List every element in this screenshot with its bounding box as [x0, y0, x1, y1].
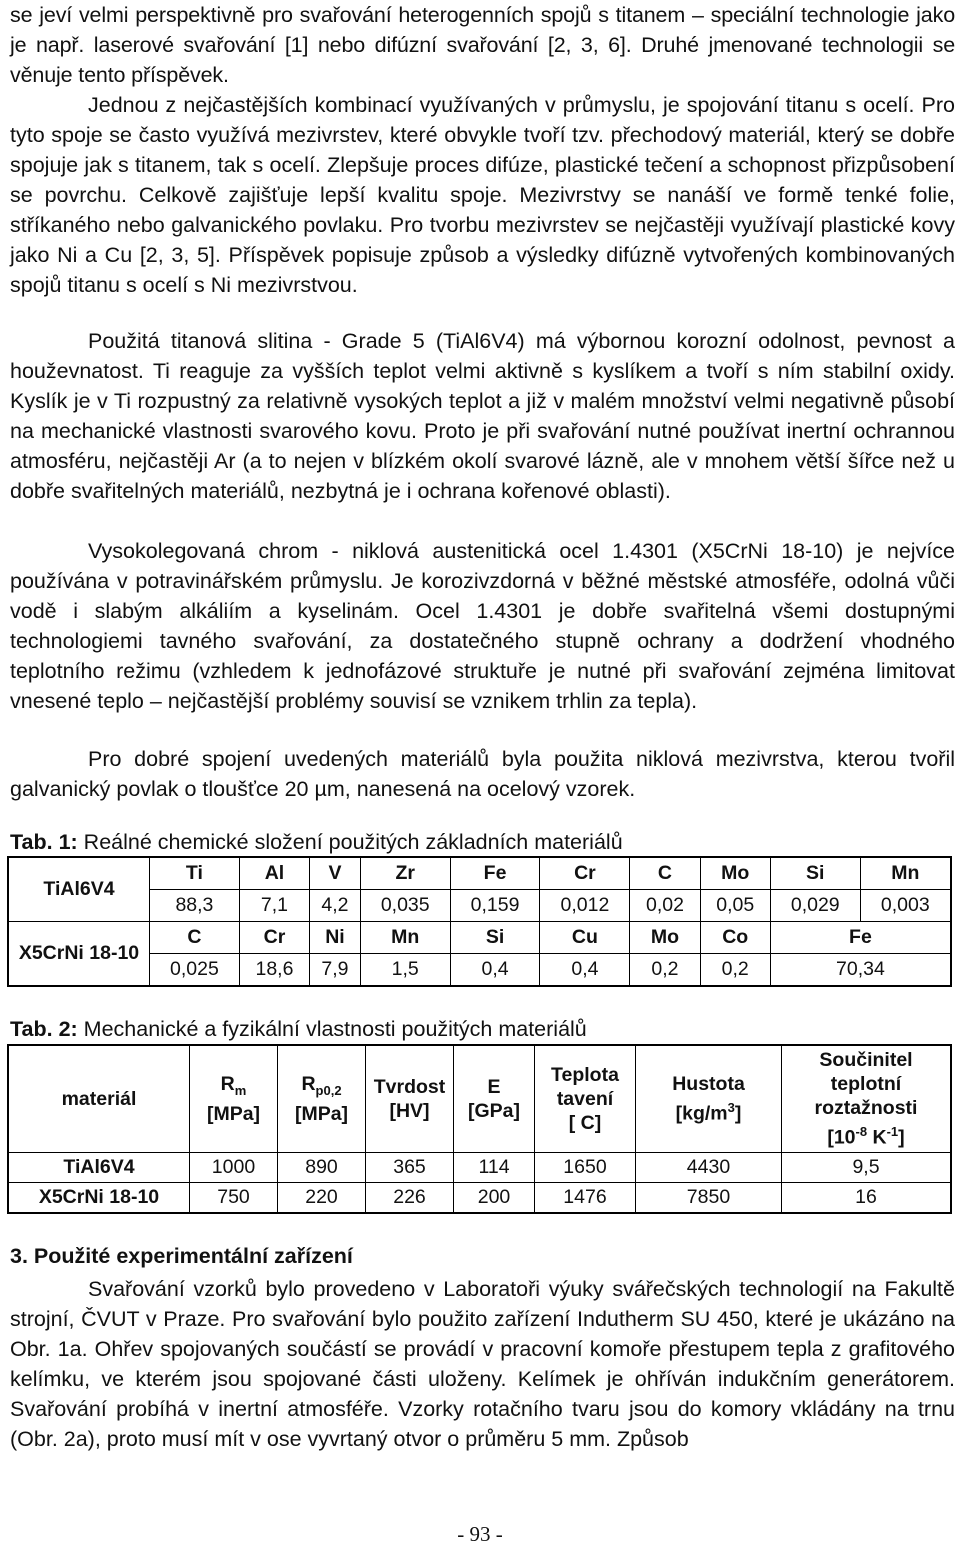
element-header: Mn: [360, 922, 450, 954]
property-value: 4430: [636, 1153, 782, 1183]
paragraph-titanium-steel: Jednou z nejčastějších kombinací využívaných v průmyslu, je spojování titanu s ocelí. Pro tyto spoje se často využívá mezivrstev, které obvykle tvoří tzv. přechodový materiál, který se dobře spojuje jak s titanem, tak s ocelí. Zlepšuje proces difúze, plastické tečení a schopnost přizpůsobení se povrchu. Celkově zajišťuje lepší kvalitu spoje. Mezivrstvy se nanáší ve formě tenké folie, stříkaného nebo galvanického povlaku. Pro tvorbu mezivrstev se nejčastěji využívají plastické kovy jako Ni a Cu [2, 3, 5]. Příspěvek popisuje způsob a výsledky difúzně vytvořených kombinovaných spojů titanu s ocelí s Ni mezivrstvou.: [10, 93, 955, 297]
property-value: 1650: [535, 1153, 636, 1183]
composition-value: 7,9: [310, 954, 361, 987]
property-value: 114: [454, 1153, 535, 1183]
composition-value: 0,029: [770, 890, 860, 922]
element-header: C: [630, 857, 700, 890]
paragraph-equipment: Svařování vzorků bylo provedeno v Laboratoři výuky svářečských technologií na Fakultě strojní, ČVUT v Praze. Pro svařování bylo použito zařízení Indutherm SU 450, které je ukázáno na Obr. 1a. Ohřev spojovaných součástí se provádí v pracovní komoře přestupem tepla z grafitového kelímku, ve kterém jsou spojované části uloženy. Kelímek je ohříván indukčním generátorem. Svařování probíhá v inertní atmosféře. Vzorky rotačního tvaru jsou do komory vkládány na trnu (Obr. 2a), proto musí mít v ose vyvrtaný otvor o průměru 5 mm. Způsob: [10, 1277, 955, 1451]
header-hardness: Tvrdost [HV]: [366, 1045, 454, 1153]
element-header: Fe: [450, 857, 540, 890]
property-value: 226: [366, 1183, 454, 1214]
composition-value: 7,1: [239, 890, 309, 922]
composition-value: 70,34: [770, 954, 951, 987]
property-value: 220: [278, 1183, 366, 1214]
composition-value: 0,159: [450, 890, 540, 922]
table1-caption: [10, 828, 623, 856]
composition-table: [7, 856, 952, 987]
property-value: 890: [278, 1153, 366, 1183]
composition-value: 0,003: [860, 890, 951, 922]
composition-value: 0,2: [700, 954, 770, 987]
header-rp: $R_{p0,2}$ [MPa]: [278, 1045, 366, 1153]
paragraph-stainless-steel: Vysokolegovaná chrom - niklová austenitická ocel 1.4301 (X5CrNi 18-10) je nejvíce používána v potravinářském průmyslu. Je korozivzdorná v běžné městské atmosféře, odolná vůči vodě i slabým alkáliím a kyselinám. Ocel 1.4301 je dobře svařitelná všemi dostupnými technologiemi tavného svařování, za dostatečného stupně ochrany a dodržení vhodného teplotního režimu (vzhledem k jednofázové struktuře je nutné při svařování zejména limitovat vnesené teplo – nejčastější problémy souvisí se vznikem trhlin za tepla).: [10, 539, 955, 713]
table1-caption-label: Tab. 1:: [10, 830, 78, 854]
header-material: materiál: [8, 1045, 190, 1153]
header-density: Hustota $[kg/m^3]$: [636, 1045, 782, 1153]
element-header: Cu: [540, 922, 630, 954]
header-modulus: E [GPa]: [454, 1045, 535, 1153]
element-header: Mo: [700, 857, 770, 890]
table2-caption: [10, 1015, 587, 1043]
element-header: Cr: [540, 857, 630, 890]
header-thermal-expansion: Součinitel teplotní roztažnosti [$10^{-8}$ $K^{-1}$]: [782, 1045, 952, 1153]
composition-value: 18,6: [239, 954, 309, 987]
element-header: Zr: [360, 857, 450, 890]
paragraph-nickel-interlayer: Pro dobré spojení uvedených materiálů byla použita niklová mezivrstva, kterou tvořil galvanický povlak o tloušťce 20 µm, nanesená na ocelový vzorek.: [10, 747, 955, 801]
paragraph-titanium-alloy: Použitá titanová slitina - Grade 5 (TiAl6V4) má výbornou korozní odolnost, pevnost a houževnatost. Ti reaguje za vyšších teplot velmi aktivně s kyslíkem a tvoří s ním stabilní oxidy. Kyslík je v Ti rozpustný za relativně vysokých teplot a již v malém množství velmi negativně působí na mechanické vlastnosti svarového kovu. Proto je při svařování nutné používat inertní ochrannou atmosféru, nejčastěji Ar (a to nejen v blízkém okolí svarové lázně, ale v mnohem větší šířce než u dobře svařitelných materiálů, nezbytná je i ochrana kořenové oblasti).: [10, 329, 955, 503]
material-name-cell: X5CrNi 18-10: [8, 1183, 190, 1214]
element-header: Co: [700, 922, 770, 954]
material-name-cell: TiAl6V4: [8, 1153, 190, 1183]
page-number: - 93 -: [457, 1522, 503, 1546]
composition-value: 88,3: [150, 890, 240, 922]
element-header: Al: [239, 857, 309, 890]
property-value: 365: [366, 1153, 454, 1183]
paragraph-intro-continued: se jeví velmi perspektivně pro svařování heterogenních spojů s titanem – speciální technologie jako je např. laserové svařování [1] nebo difúzní svařování [2, 3, 6]. Druhé jmenované technologii se věnuje tento příspěvek.: [10, 3, 955, 87]
property-value: 7850: [636, 1183, 782, 1214]
composition-value: 0,012: [540, 890, 630, 922]
element-header: Mn: [860, 857, 951, 890]
composition-value: 1,5: [360, 954, 450, 987]
element-header: C: [150, 922, 240, 954]
material-name-cell: TiAl6V4: [8, 857, 150, 922]
material-name-cell: X5CrNi 18-10: [8, 922, 150, 987]
property-value: 1476: [535, 1183, 636, 1214]
composition-value: 0,4: [540, 954, 630, 987]
composition-value: 0,4: [450, 954, 540, 987]
property-value: 1000: [190, 1153, 278, 1183]
element-header: Si: [450, 922, 540, 954]
table2-caption-label: Tab. 2:: [10, 1017, 78, 1041]
table-row: [8, 1183, 951, 1214]
property-value: 200: [454, 1183, 535, 1214]
properties-table: [7, 1044, 952, 1214]
property-value: 16: [782, 1183, 952, 1214]
composition-value: 0,025: [150, 954, 240, 987]
section-heading: 3. Použité experimentální zařízení: [10, 1244, 353, 1268]
composition-value: 4,2: [310, 890, 361, 922]
element-header: Ti: [150, 857, 240, 890]
header-melting-point: Teplota tavení [ C]: [535, 1045, 636, 1153]
table-row: [8, 1153, 951, 1183]
table1-caption-text: Reálné chemické složení použitých základních materiálů: [77, 830, 623, 854]
composition-value: 0,035: [360, 890, 450, 922]
element-header: Fe: [770, 922, 951, 954]
element-header: Ni: [310, 922, 361, 954]
composition-value: 0,05: [700, 890, 770, 922]
table2-caption-text: Mechanické a fyzikální vlastnosti použitých materiálů: [77, 1017, 587, 1041]
element-header: Mo: [630, 922, 700, 954]
element-header: Si: [770, 857, 860, 890]
property-value: 9,5: [782, 1153, 952, 1183]
element-header: V: [310, 857, 361, 890]
property-value: 750: [190, 1183, 278, 1214]
element-header: Cr: [239, 922, 309, 954]
composition-value: 0,02: [630, 890, 700, 922]
header-rm: $R_m$ [MPa]: [190, 1045, 278, 1153]
composition-value: 0,2: [630, 954, 700, 987]
